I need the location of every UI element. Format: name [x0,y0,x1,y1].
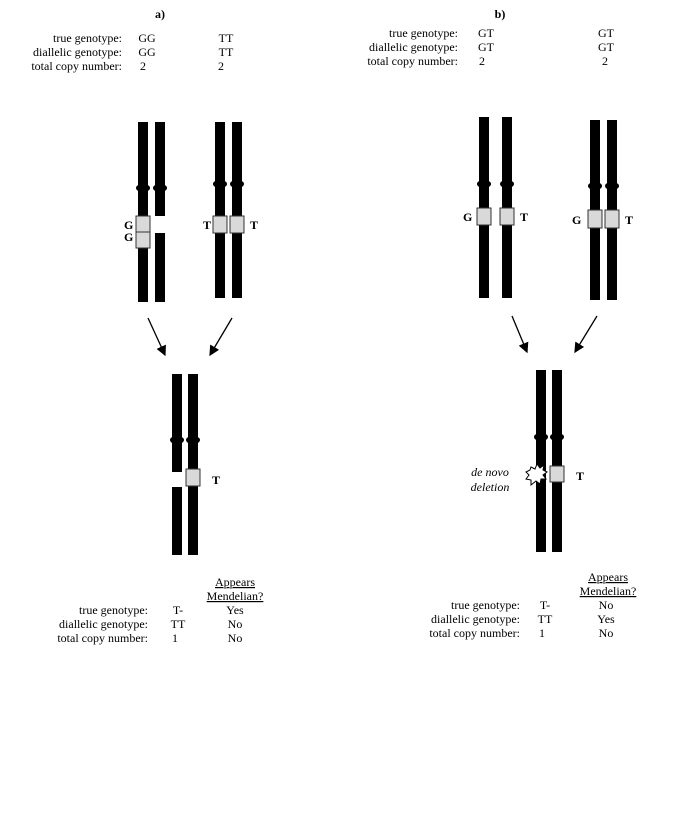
chromosome-upper [172,374,182,472]
row-label: total copy number: [429,626,520,640]
allele-box [550,466,564,482]
row-label: diallelic genotype: [431,612,520,626]
cell: GT [598,40,614,54]
centromere [477,180,491,188]
centromere [170,436,184,444]
centromere [230,180,244,188]
child-genotype-table [57,575,263,645]
panel-a [31,7,263,645]
centromere [605,182,619,190]
row-label: total copy number: [57,631,148,645]
cell: No [598,626,614,640]
inheritance-arrow [512,316,527,352]
chromosome-upper [155,122,165,216]
allele-label: T [212,473,221,487]
cell: TT [170,617,186,631]
deletion-label: de novo [471,465,509,479]
allele-label: T [520,210,529,224]
row-label: true genotype: [451,598,520,612]
cell: GT [598,26,614,40]
row-label: true genotype: [389,26,458,40]
centromere [534,433,548,441]
cell: Yes [226,603,244,617]
panel-a-label: a) [155,7,165,21]
cell: GG [138,31,156,45]
allele-label: G [124,230,134,244]
parent-1-chromosomes [124,122,167,302]
cell: No [598,598,614,612]
chromosome [188,374,198,555]
centromere [213,180,227,188]
allele-label: G [572,213,582,227]
allele-label: G [463,210,473,224]
cell: 2 [602,54,608,68]
chromosome-lower [172,487,182,555]
cell: TT [218,45,234,59]
cell: TT [537,612,553,626]
appears-header: Appears [215,575,255,589]
parent-1-chromosomes [463,117,528,298]
row-label: diallelic genotype: [33,45,122,59]
centromere [500,180,514,188]
cell: GT [478,26,494,40]
cell: GT [478,40,494,54]
allele-box [588,210,602,228]
cell: 2 [140,59,146,73]
cell: 1 [539,626,545,640]
chromosome [536,370,546,552]
child-chromosomes [471,370,584,552]
allele-label: G [124,218,134,232]
cell: 2 [218,59,224,73]
allele-box [186,469,200,486]
cell: Yes [597,612,615,626]
row-label: diallelic genotype: [369,40,458,54]
parent-2-chromosomes [572,120,633,300]
cell: T- [172,603,184,617]
chromosome [215,122,225,298]
allele-box [230,216,244,233]
chromosome [552,370,562,552]
child-chromosomes [170,374,220,555]
allele-box [213,216,227,233]
row-label: diallelic genotype: [59,617,148,631]
cell: GG [138,45,156,59]
allele-label: T [625,213,634,227]
allele-box [500,208,514,225]
centromere [186,436,200,444]
cell: T- [539,598,551,612]
chromosome [232,122,242,298]
panel-b-label: b) [494,7,506,21]
inheritance-arrow [148,318,165,355]
child-genotype-table [429,570,636,640]
parent-genotype-table [367,26,614,68]
allele-box [605,210,619,228]
chromosome-lower [155,233,165,302]
parent-2-chromosomes [203,122,258,298]
chromosome [138,122,148,302]
parent-genotype-table [31,31,234,73]
inheritance-arrow [575,316,597,352]
inheritance-arrow [210,318,232,355]
allele-label: T [576,469,585,483]
cell: No [227,631,243,645]
centromere [136,184,150,192]
allele-box [136,216,150,232]
centromere [588,182,602,190]
row-label: true genotype: [79,603,148,617]
mendelian-header: Mendelian? [579,584,637,598]
deletion-label: deletion [470,480,510,494]
row-label: total copy number: [31,59,122,73]
row-label: total copy number: [367,54,458,68]
centromere [153,184,167,192]
cell: 1 [172,631,178,645]
mendelian-header: Mendelian? [206,589,264,603]
row-label: true genotype: [53,31,122,45]
allele-label: T [203,218,212,232]
panel-b [367,7,636,640]
allele-box [477,208,491,225]
allele-box [136,232,150,248]
allele-label: T [250,218,259,232]
cell: No [227,617,243,631]
cell: 2 [479,54,485,68]
appears-header: Appears [588,570,628,584]
centromere [550,433,564,441]
cell: TT [218,31,234,45]
